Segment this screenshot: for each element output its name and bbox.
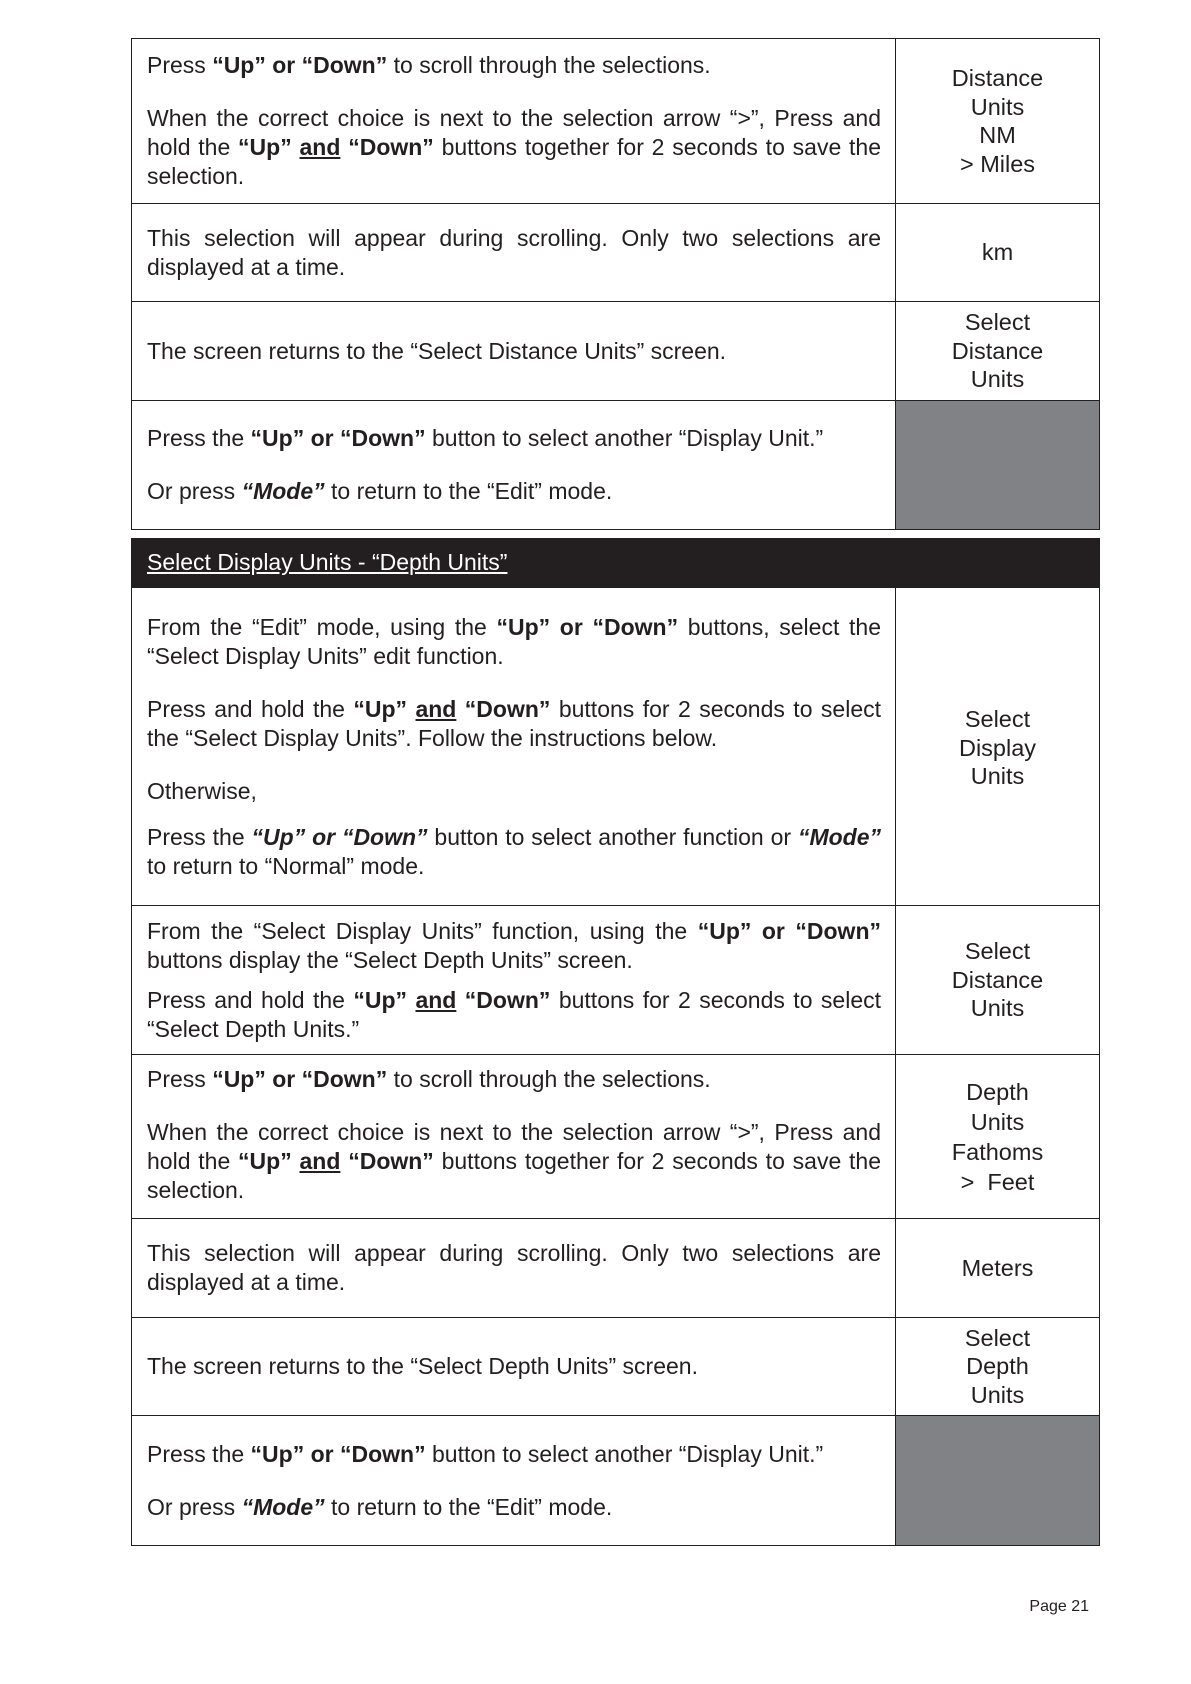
table-row: [132, 906, 1100, 1055]
table-row: [132, 1055, 1100, 1219]
display-line: Units: [970, 763, 1025, 789]
instruction-cell: [132, 204, 896, 302]
display-line: Select: [964, 706, 1031, 732]
blank-display-cell: [896, 401, 1100, 530]
instruction-paragraph: Press “Up” or “Down” to scroll through the selections.: [147, 1066, 711, 1092]
instruction-paragraph: Or press “Mode” to return to the “Edit” mode.: [147, 478, 613, 504]
distance-units-table: [131, 38, 1100, 530]
display-line: Distance: [951, 65, 1044, 91]
display-line: > Miles: [959, 150, 1036, 177]
table-row: [132, 401, 1100, 530]
instruction-paragraph: The screen returns to the “Select Depth Units” screen.: [147, 1353, 698, 1379]
instruction-cell: [132, 1219, 896, 1318]
instruction-paragraph: The screen returns to the “Select Distance Units” screen.: [147, 337, 727, 364]
display-line: Units: [970, 1381, 1025, 1408]
instruction-paragraph: This selection will appear during scrolling. Only two selections are displayed at a time.: [147, 1240, 881, 1295]
instruction-paragraph: This selection will appear during scrolling. Only two selections are displayed at a time.: [147, 224, 881, 280]
display-line: Depth: [966, 1353, 1029, 1380]
instruction-cell: [132, 1416, 896, 1546]
table-row: [132, 588, 1100, 906]
instruction-cell: [132, 1318, 896, 1416]
display-line: Display: [958, 734, 1037, 761]
instruction-cell: [132, 401, 896, 530]
display-line: Units: [970, 995, 1025, 1022]
display-cell: [896, 906, 1100, 1055]
instruction-paragraph: When the correct choice is next to the selection arrow “>”, Press and hold the “Up” and “Down” buttons together for 2 seconds to save the selection.: [147, 105, 882, 189]
table-row: [132, 39, 1100, 204]
instruction-paragraph: From the “Select Display Units” function, using the “Up” or “Down” buttons display the “Select Depth Units” screen.: [147, 917, 881, 973]
instruction-paragraph: From the “Edit” mode, using the “Up” or “Down” buttons, select the “Select Display Units” edit function.: [147, 613, 881, 669]
instruction-paragraph: Press and hold the “Up” and “Down” buttons for 2 seconds to select “Select Depth Units.”: [147, 986, 882, 1042]
page-number: Page 21: [1029, 1598, 1089, 1615]
display-line: Fathoms: [951, 1138, 1044, 1165]
display-line: Select: [964, 1324, 1031, 1351]
display-line: > Feet: [960, 1168, 1035, 1195]
instruction-paragraph: Press and hold the “Up” and “Down” buttons for 2 seconds to select the “Select Display Units”. Follow the instructions below.: [147, 695, 882, 751]
display-cell: [896, 204, 1100, 302]
display-line: Distance: [951, 966, 1044, 993]
table-row: [132, 1416, 1100, 1546]
table-row: [132, 1219, 1100, 1318]
display-cell: [896, 39, 1100, 204]
table-row: [132, 302, 1100, 401]
display-line: Units: [970, 93, 1025, 120]
display-line: Units: [970, 1108, 1025, 1135]
instruction-cell: [132, 1055, 896, 1219]
instruction-paragraph: Otherwise,: [147, 777, 257, 804]
instruction-paragraph: Or press “Mode” to return to the “Edit” mode.: [147, 1493, 613, 1520]
blank-display-cell: [896, 1416, 1100, 1546]
table-row: [132, 204, 1100, 302]
instruction-paragraph: Press the “Up” or “Down” button to select another “Display Unit.”: [147, 1440, 824, 1467]
instruction-cell: [132, 39, 896, 204]
display-cell: [896, 1055, 1100, 1219]
display-line: Depth: [966, 1078, 1029, 1105]
display-cell: [896, 1318, 1100, 1416]
section-title: Select Display Units - “Depth Units”: [147, 549, 508, 575]
display-line: Select: [964, 938, 1031, 965]
instruction-paragraph: Press the “Up” or “Down” button to select another function or “Mode” to return to “Normal” mode.: [147, 823, 881, 879]
display-line: Meters: [961, 1254, 1034, 1281]
display-cell: [896, 1219, 1100, 1318]
section-header: [131, 538, 1100, 587]
display-cell: [896, 588, 1100, 906]
display-cell: [896, 302, 1100, 401]
instruction-paragraph: Press the “Up” or “Down” button to select another “Display Unit.”: [147, 425, 824, 451]
instruction-cell: [132, 906, 896, 1055]
display-line: Units: [970, 366, 1025, 393]
instruction-cell: [132, 588, 896, 906]
display-line: km: [981, 239, 1014, 266]
depth-units-table: [131, 587, 1100, 1546]
instruction-cell: [132, 302, 896, 401]
display-line: NM: [979, 122, 1016, 148]
display-line: Distance: [951, 337, 1044, 364]
instruction-paragraph: When the correct choice is next to the selection arrow “>”, Press and hold the “Up” and “Down” buttons together for 2 seconds to save the selection.: [147, 1119, 882, 1203]
display-line: Select: [964, 309, 1031, 336]
table-row: [132, 1318, 1100, 1416]
instruction-paragraph: Press “Up” or “Down” to scroll through the selections.: [147, 52, 711, 78]
